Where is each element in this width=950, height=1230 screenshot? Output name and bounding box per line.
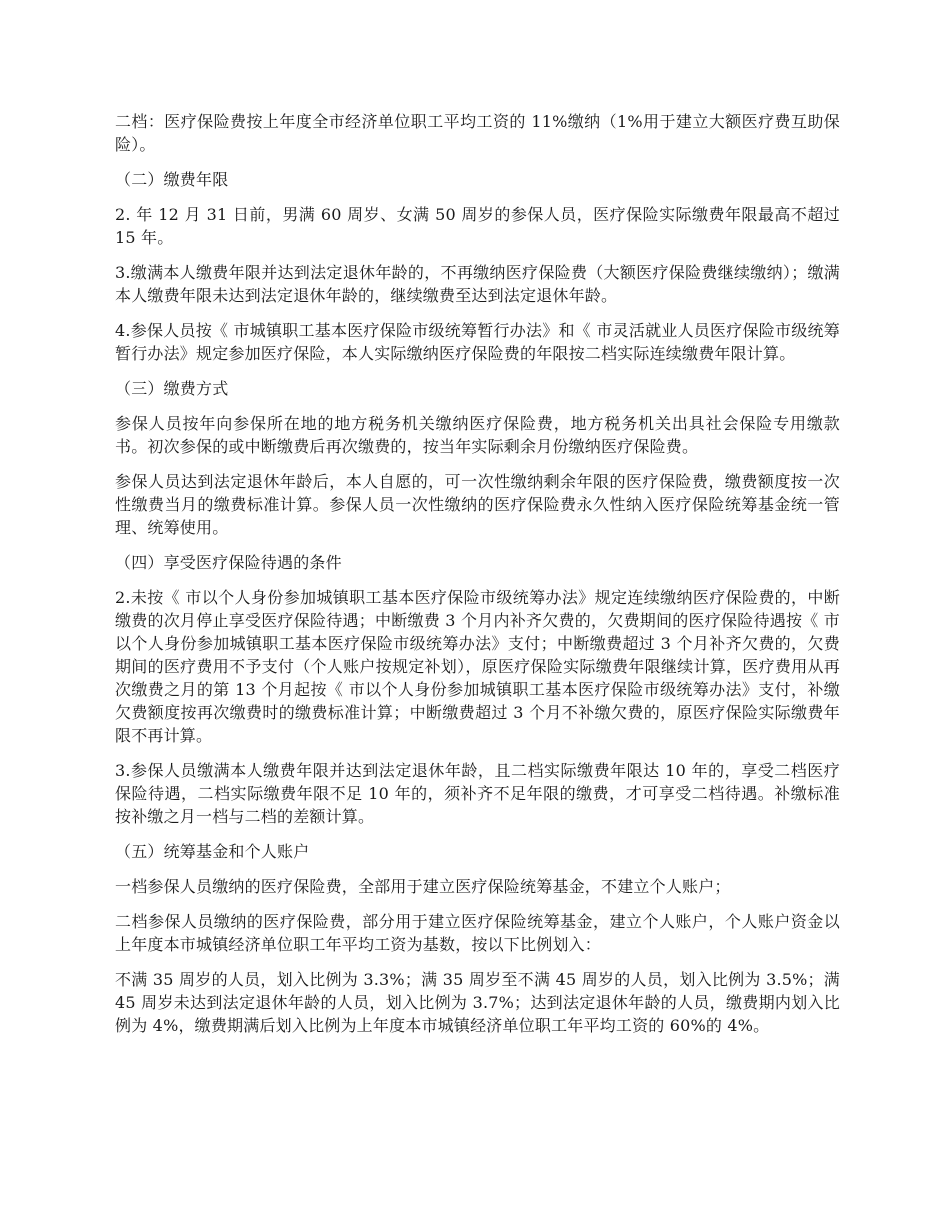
section-heading-payment-years: （二）缴费年限 [115,170,229,189]
paragraph-interruption: 2.未按《 市以个人身份参加城镇职工基本医疗保险市级统筹办法》规定连续缴纳医疗保险费的，中断缴费的次月停止享受医疗保险待遇；中断缴费 3 个月内补齐欠费的，欠费期间的医疗保险待遇按《 市以个人身份参加城镇职工基本医疗保险市级统筹办法》支付；中断缴费超过 3 个月补齐欠费的，欠费期间的医疗费用不予支付（个人账户按规定补划），原医疗保险实际缴费年限继续计算，医疗费用从再次缴费之月的第 13 个月起按《 市以个人身份参加城镇职工基本医疗保险市级统筹办法》支付，补缴欠费额度按再次缴费时的缴费标准计算；中断缴费超过 3 个月不补缴欠费的，原医疗保险实际缴费年限不再计算。 [115,588,840,745]
paragraph-retirement-payment: 3.缴满本人缴费年限并达到法定退休年龄的，不再缴纳医疗保险费（大额医疗保险费继续缴纳）；缴满本人缴费年限未达到法定退休年龄的，继续缴费至达到法定退休年龄。 [115,263,840,305]
paragraph-tier2-rate: 二档：医疗保险费按上年度全市经济单位职工平均工资的 11%缴纳（1%用于建立大额医疗费互助保险）。 [115,112,840,154]
section-heading-benefit-conditions: （四）享受医疗保险待遇的条件 [115,553,342,572]
section-heading-fund-accounts: （五）统筹基金和个人账户 [115,842,310,861]
paragraph-tier2-benefits: 3.参保人员缴满本人缴费年限并达到法定退休年龄，且二档实际缴费年限达 10 年的，享受二档医疗保险待遇，二档实际缴费年限不足 10 年的，须补齐不足年限的缴费，才可享受二档待遇。补缴标准按补缴之月一档与二档的差额计算。 [115,761,840,826]
paragraph-continuous-years: 4.参保人员按《 市城镇职工基本医疗保险市级统筹暂行办法》和《 市灵活就业人员医疗保险市级统筹暂行办法》规定参加医疗保险，本人实际缴纳医疗保险费的年限按二档实际连续缴费年限计算。 [115,321,840,363]
paragraph-tier1-fund: 一档参保人员缴纳的医疗保险费，全部用于建立医疗保险统筹基金，不建立个人账户； [115,877,731,896]
paragraph-tax-authority: 参保人员按年向参保所在地的地方税务机关缴纳医疗保险费，地方税务机关出具社会保险专用缴款书。初次参保的或中断缴费后再次缴费的，按当年实际剩余月份缴纳医疗保险费。 [115,414,840,456]
document-body [115,110,840,1049]
paragraph-tier2-fund: 二档参保人员缴纳的医疗保险费，部分用于建立医疗保险统筹基金，建立个人账户，个人账户资金以上年度本市城镇经济单位职工年平均工资为基数，按以下比例划入： [115,912,840,954]
paragraph-max-years: 2. 年 12 月 31 日前，男满 60 周岁、女满 50 周岁的参保人员，医疗保险实际缴费年限最高不超过 15 年。 [115,205,840,247]
paragraph-allocation-ratios: 不满 35 周岁的人员，划入比例为 3.3%；满 35 周岁至不满 45 周岁的人员，划入比例为 3.5%；满 45 周岁未达到法定退休年龄的人员，划入比例为 3.7%；达到法定退休年龄的人员，缴费期内划入比例为 4%，缴费期满后划入比例为上年度本市城镇经济单位职工年平均工资的 60%的 4%。 [115,970,840,1035]
paragraph-lump-sum: 参保人员达到法定退休年龄后，本人自愿的，可一次性缴纳剩余年限的医疗保险费，缴费额度按一次性缴费当月的缴费标准计算。参保人员一次性缴纳的医疗保险费永久性纳入医疗保险统筹基金统一管理、统筹使用。 [115,472,840,537]
section-heading-payment-method: （三）缴费方式 [115,379,229,398]
